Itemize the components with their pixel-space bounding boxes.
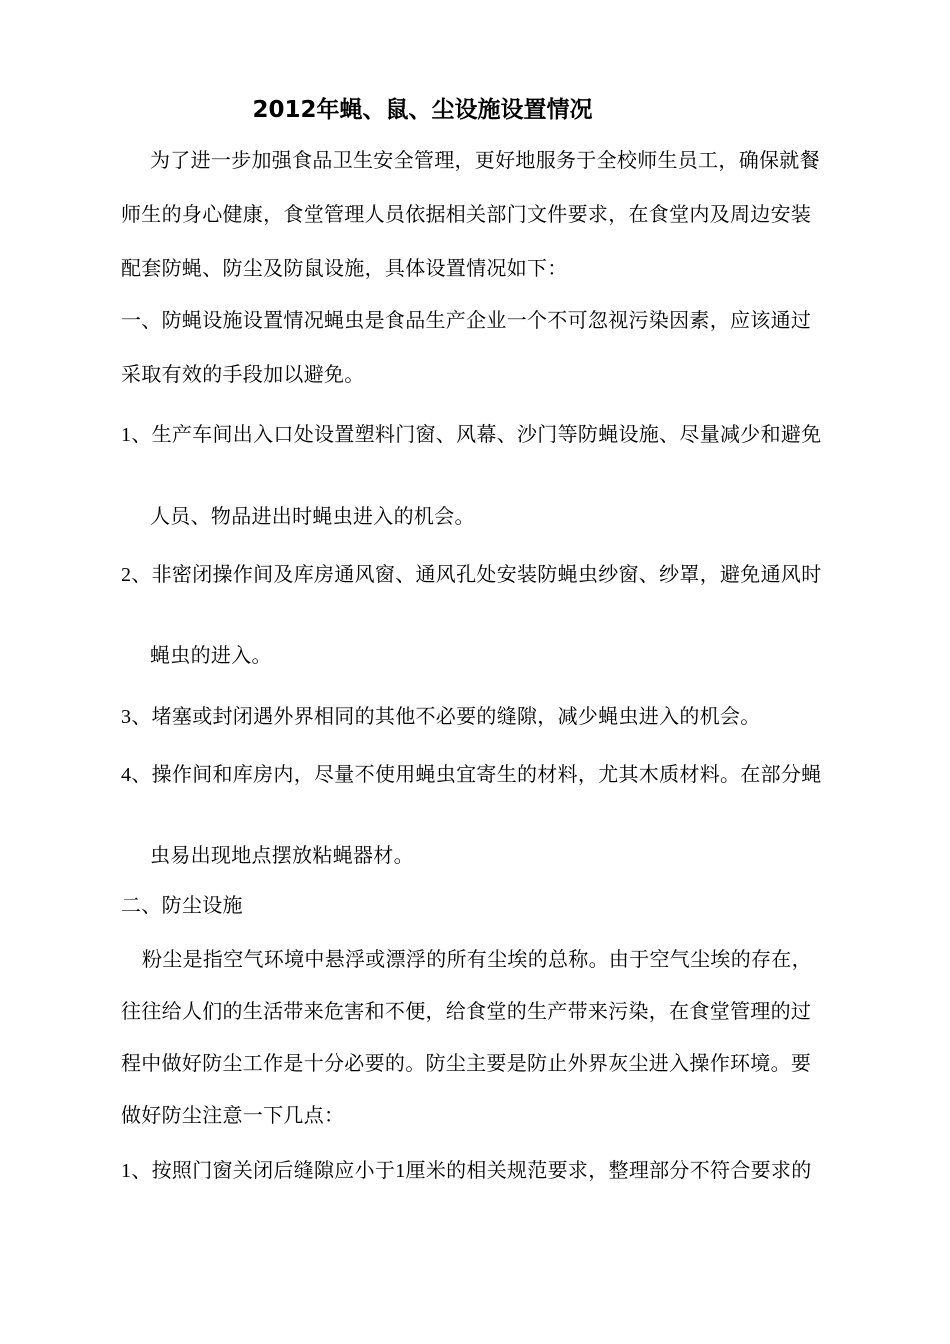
item-text: 、操作间和库房内，尽量不使用蝇虫宜寄生的材料，尤其木质材料。在部分蝇 bbox=[131, 762, 822, 786]
intro-line-2: 师生的身心健康，食堂管理人员依据相关部门文件要求，在食堂内及周边安装 bbox=[121, 202, 812, 226]
section2-item-1 bbox=[121, 1156, 841, 1185]
intro-line-3: 配套防蝇、防尘及防鼠设施，具体设置情况如下： bbox=[121, 256, 568, 280]
section1-item-2 bbox=[121, 560, 841, 589]
section1-heading-line-1: 一、防蝇设施设置情况蝇虫是食品生产企业一个不可忽视污染因素，应该通过 bbox=[121, 308, 812, 332]
section2-paragraph-line-2: 往往给人们的生活带来危害和不便，给食堂的生产带来污染，在食堂管理的过 bbox=[121, 999, 812, 1023]
section2-paragraph-line-4: 做好防尘注意一下几点： bbox=[121, 1103, 345, 1127]
section1-item-2-continuation: 蝇虫的进入。 bbox=[150, 643, 272, 667]
inline-number: 1 bbox=[395, 1160, 406, 1182]
section1-item-3 bbox=[121, 702, 841, 731]
section1-item-1-continuation: 人员、物品进出时蝇虫进入的机会。 bbox=[150, 504, 475, 528]
item-text: 、非密闭操作间及库房通风窗、通风孔处安装防蝇虫纱窗、纱罩，避免通风时 bbox=[131, 562, 822, 586]
item-number: 2 bbox=[121, 564, 132, 586]
item-text-part-1: 、按照门窗关闭后缝隙应小于 bbox=[131, 1158, 396, 1182]
section1-item-4-continuation: 虫易出现地点摆放粘蝇器材。 bbox=[150, 843, 414, 867]
section1-heading-line-2: 采取有效的手段加以避免。 bbox=[121, 362, 365, 386]
section2-paragraph-line-1: 粉尘是指空气环境中悬浮或漂浮的所有尘埃的总称。由于空气尘埃的存在， bbox=[142, 947, 812, 971]
section2-heading: 二、防尘设施 bbox=[121, 893, 243, 917]
document-title: 2012年蝇、鼠、尘设施设置情况 bbox=[252, 97, 593, 123]
item-number: 4 bbox=[121, 764, 132, 786]
section1-item-4 bbox=[121, 760, 841, 789]
item-number: 3 bbox=[121, 706, 132, 728]
item-text: 、生产车间出入口处设置塑料门窗、风幕、沙门等防蝇设施、尽量减少和避免 bbox=[131, 422, 822, 446]
section1-item-1 bbox=[121, 420, 841, 449]
item-number: 1 bbox=[121, 424, 132, 446]
section2-paragraph-line-3: 程中做好防尘工作是十分必要的。防尘主要是防止外界灰尘进入操作环境。要 bbox=[121, 1051, 812, 1075]
item-number: 1 bbox=[121, 1160, 132, 1182]
item-text-part-2: 厘米的相关规范要求，整理部分不符合要求的 bbox=[405, 1158, 812, 1182]
intro-line-1: 为了进一步加强食品卫生安全管理，更好地服务于全校师生员工，确保就餐 bbox=[150, 148, 820, 172]
item-text: 、堵塞或封闭遇外界相同的其他不必要的缝隙，减少蝇虫进入的机会。 bbox=[131, 704, 761, 728]
